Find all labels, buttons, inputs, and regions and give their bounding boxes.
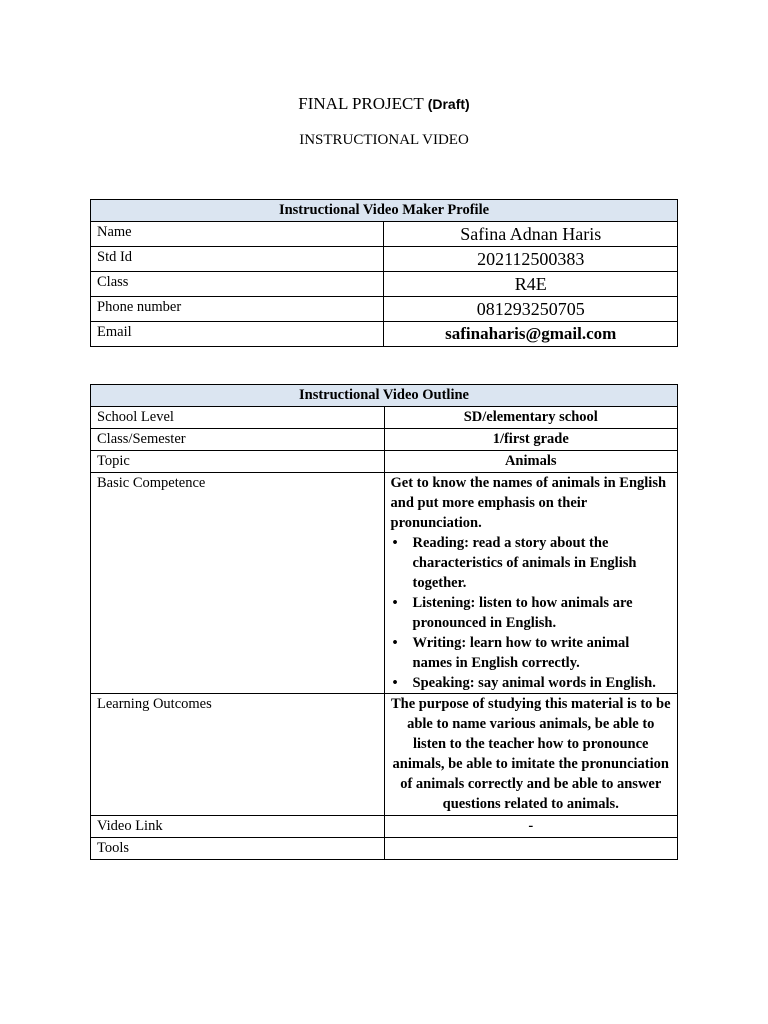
list-item: • Listening: listen to how animals are pronounced in English.	[413, 593, 672, 633]
outline-value-topic: Animals	[384, 451, 678, 473]
profile-label-name: Name	[91, 222, 384, 247]
document-title	[0, 94, 768, 114]
table-row	[91, 407, 678, 429]
profile-label-phone: Phone number	[91, 297, 384, 322]
outline-label-tools: Tools	[91, 838, 385, 860]
document-subtitle: INSTRUCTIONAL VIDEO	[299, 132, 469, 148]
profile-value-name: Safina Adnan Haris	[384, 222, 678, 247]
profile-table-heading: Instructional Video Maker Profile	[91, 200, 678, 222]
table-row	[91, 816, 678, 838]
profile-value-email: safinaharis@gmail.com	[384, 322, 678, 347]
table-row	[91, 838, 678, 860]
table-row	[91, 272, 678, 297]
table-row	[91, 429, 678, 451]
table-row	[91, 297, 678, 322]
outline-value-tools	[384, 838, 678, 860]
list-item: • Reading: read a story about the characteristics of animals in English together.	[413, 533, 672, 593]
table-row	[91, 451, 678, 473]
outline-value-learning-outcomes: The purpose of studying this material is to be able to name various animals, be able to listen to the teacher how to pronounce animals, be able to imitate the pronunciation of animals correctly and be able to answer questions related to animals.	[384, 694, 678, 816]
basic-competence-intro: Get to know the names of animals in English and put more emphasis on their pronunciation.	[390, 475, 667, 531]
outline-table-heading: Instructional Video Outline	[91, 385, 678, 407]
profile-label-class: Class	[91, 272, 384, 297]
profile-label-std-id: Std Id	[91, 247, 384, 272]
outline-label-school-level: School Level	[91, 407, 385, 429]
outline-value-basic-competence	[384, 473, 678, 694]
table-row	[91, 222, 678, 247]
profile-value-std-id: 202112500383	[384, 247, 678, 272]
list-item: • Speaking: say animal words in English.	[413, 673, 672, 693]
outline-label-class-semester: Class/Semester	[91, 429, 385, 451]
table-row	[91, 247, 678, 272]
outline-value-video-link: -	[384, 816, 678, 838]
outline-label-learning-outcomes: Learning Outcomes	[91, 694, 385, 816]
profile-label-email: Email	[91, 322, 384, 347]
profile-table	[90, 199, 678, 347]
table-row	[91, 322, 678, 347]
basic-competence-list	[391, 533, 672, 693]
title-text: FINAL PROJECT	[298, 94, 424, 113]
profile-value-class: R4E	[384, 272, 678, 297]
outline-table	[90, 384, 678, 860]
list-item: • Writing: learn how to write animal names in English correctly.	[413, 633, 672, 673]
outline-label-video-link: Video Link	[91, 816, 385, 838]
outline-value-class-semester: 1/first grade	[384, 429, 678, 451]
profile-value-phone: 081293250705	[384, 297, 678, 322]
table-row	[91, 473, 678, 694]
outline-label-basic-competence: Basic Competence	[91, 473, 385, 694]
outline-label-topic: Topic	[91, 451, 385, 473]
outline-value-school-level: SD/elementary school	[384, 407, 678, 429]
table-row	[91, 694, 678, 816]
title-draft-label: (Draft)	[427, 96, 470, 112]
